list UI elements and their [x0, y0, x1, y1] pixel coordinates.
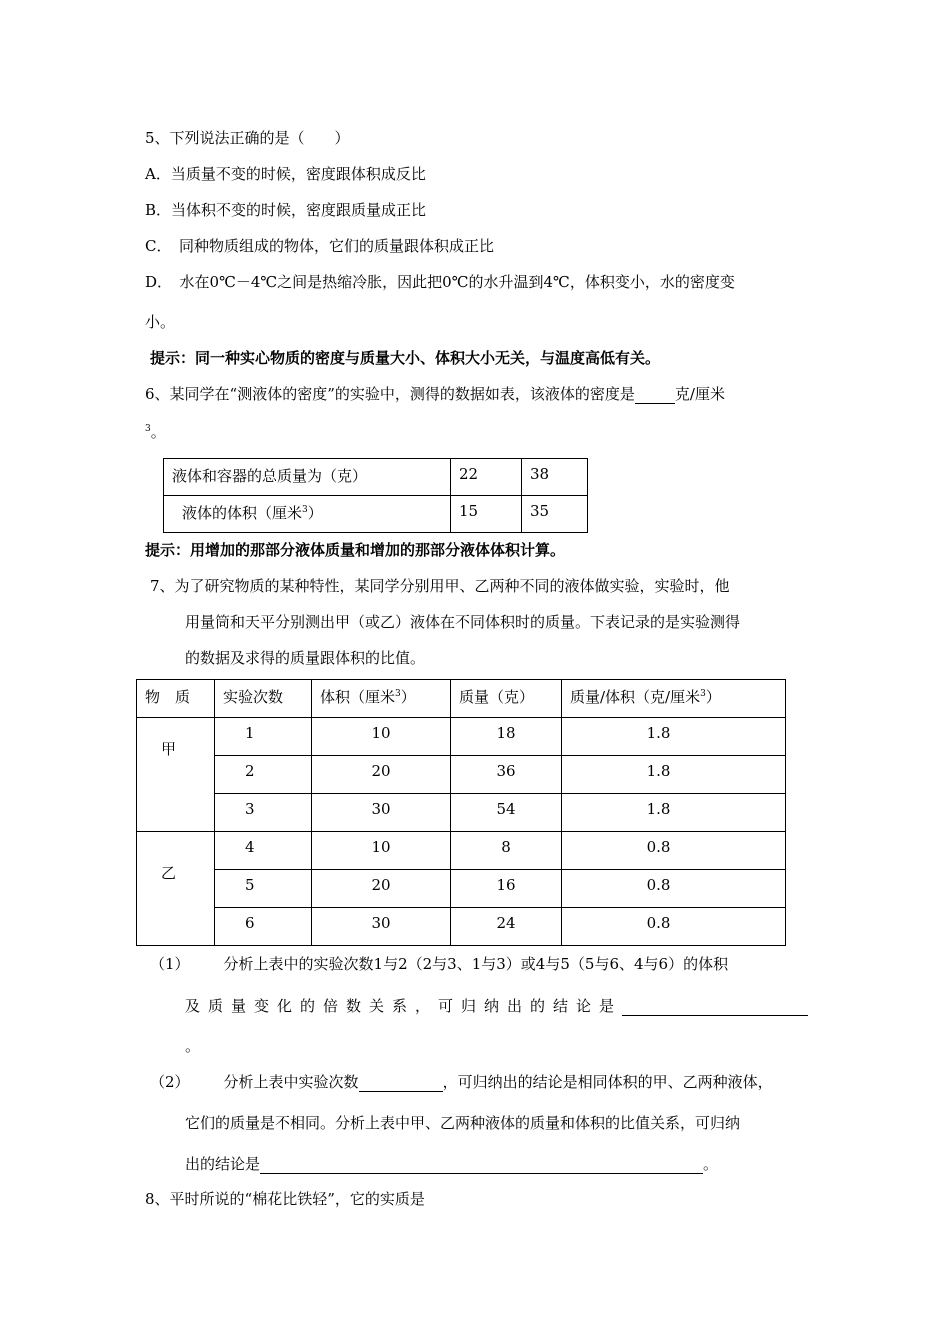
- q7-header: 质量（克）: [451, 680, 562, 718]
- q7-group-jia: 甲: [137, 718, 215, 832]
- q7-cell: 18: [451, 718, 562, 756]
- q7-part1: （1） 分析上表中的实验次数1与2（2与3、1与3）或4与5（5与6、4与6）的体积: [150, 955, 729, 973]
- q7-cell: 20: [312, 756, 451, 794]
- q5-option-b: B．当体积不变的时候，密度跟质量成正比: [145, 201, 427, 219]
- q7-header: 体积（厘米$^3$）: [312, 680, 451, 718]
- q6-data-table: [163, 458, 588, 533]
- q7-cell: 6: [215, 908, 312, 946]
- q7-header: 实验次数: [215, 680, 312, 718]
- q7-part2-blank2[interactable]: [260, 1173, 703, 1174]
- q7-part1-end: 。: [185, 1037, 201, 1055]
- q7-header: 质量/体积（克/厘米$^3$）: [562, 680, 786, 718]
- q5-option-a: A．当质量不变的时候，密度跟体积成反比: [145, 165, 426, 183]
- q7-cell: 5: [215, 870, 312, 908]
- q7-cell: 1.8: [562, 794, 786, 832]
- q7-header: 物 质: [137, 680, 215, 718]
- q6-stem-cont: $^3$。: [145, 423, 166, 441]
- q7-part1-blank[interactable]: [622, 1015, 808, 1016]
- q7-cell: 2: [215, 756, 312, 794]
- q6-answer-blank[interactable]: [635, 403, 675, 404]
- q7-cell: 0.8: [562, 832, 786, 870]
- q7-cell: 1.8: [562, 718, 786, 756]
- q7-cell: 16: [451, 870, 562, 908]
- q6-cell: 35: [522, 496, 588, 533]
- q5-hint: 提示：同一种实心物质的密度与质量大小、体积大小无关，与温度高低有关。: [150, 349, 661, 367]
- q7-cell: 54: [451, 794, 562, 832]
- q5-option-d: D． 水在0℃－4℃之间是热缩冷胀，因此把0℃的水升温到4℃，体积变小，水的密度变: [145, 273, 735, 291]
- q6-hint: 提示：用增加的那部分液体质量和增加的那部分液体体积计算。: [145, 541, 566, 559]
- q7-cell: 10: [312, 832, 451, 870]
- q7-cell: 0.8: [562, 908, 786, 946]
- q7-cell: 1.8: [562, 756, 786, 794]
- q7-cell: 36: [451, 756, 562, 794]
- q7-cell: 8: [451, 832, 562, 870]
- q7-group-yi: 乙: [137, 832, 215, 946]
- q7-cell: 4: [215, 832, 312, 870]
- q5-stem: 5、下列说法正确的是（ ）: [145, 129, 350, 147]
- q7-data-table: [136, 679, 786, 946]
- q7-part2-blank1[interactable]: [359, 1091, 443, 1092]
- q7-cell: 10: [312, 718, 451, 756]
- q6-row2-label: 液体的体积（厘米$^3$）: [164, 496, 451, 533]
- q5-option-c: C． 同种物质组成的物体，它们的质量跟体积成正比: [145, 237, 494, 255]
- q5-option-d-cont: 小。: [145, 313, 176, 331]
- q7-part2-end: 出的结论是 。: [185, 1155, 719, 1173]
- q7-part1-cont: 及质量变化的倍数关系，可归纳出的结论是: [185, 996, 808, 1016]
- q6-row1-label: 液体和容器的总质量为（克）: [164, 459, 451, 496]
- q7-cell: 30: [312, 794, 451, 832]
- q7-stem-line3: 的数据及求得的质量跟体积的比值。: [185, 649, 426, 667]
- q6-cell: 38: [522, 459, 588, 496]
- q7-stem-line2: 用量筒和天平分别测出甲（或乙）液体在不同体积时的质量。下表记录的是实验测得: [185, 613, 741, 631]
- q7-cell: 20: [312, 870, 451, 908]
- q7-cell: 3: [215, 794, 312, 832]
- q7-stem-line1: 7、为了研究物质的某种特性，某同学分别用甲、乙两种不同的液体做实验，实验时，他: [150, 577, 730, 595]
- q6-cell: 22: [451, 459, 522, 496]
- q6-stem: 6、某同学在“测液体的密度”的实验中，测得的数据如表，该液体的密度是 克/厘米: [145, 385, 725, 403]
- q7-cell: 24: [451, 908, 562, 946]
- q7-cell: 1: [215, 718, 312, 756]
- q7-part2-cont: 它们的质量是不相同。分析上表中甲、乙两种液体的质量和体积的比值关系，可归纳: [185, 1114, 741, 1132]
- q7-cell: 0.8: [562, 870, 786, 908]
- q8-stem: 8、平时所说的“棉花比铁轻”，它的实质是: [145, 1190, 425, 1208]
- q7-cell: 30: [312, 908, 451, 946]
- q7-part2: （2） 分析上表中实验次数 ，可归纳出的结论是相同体积的甲、乙两种液体，: [150, 1073, 773, 1091]
- q6-cell: 15: [451, 496, 522, 533]
